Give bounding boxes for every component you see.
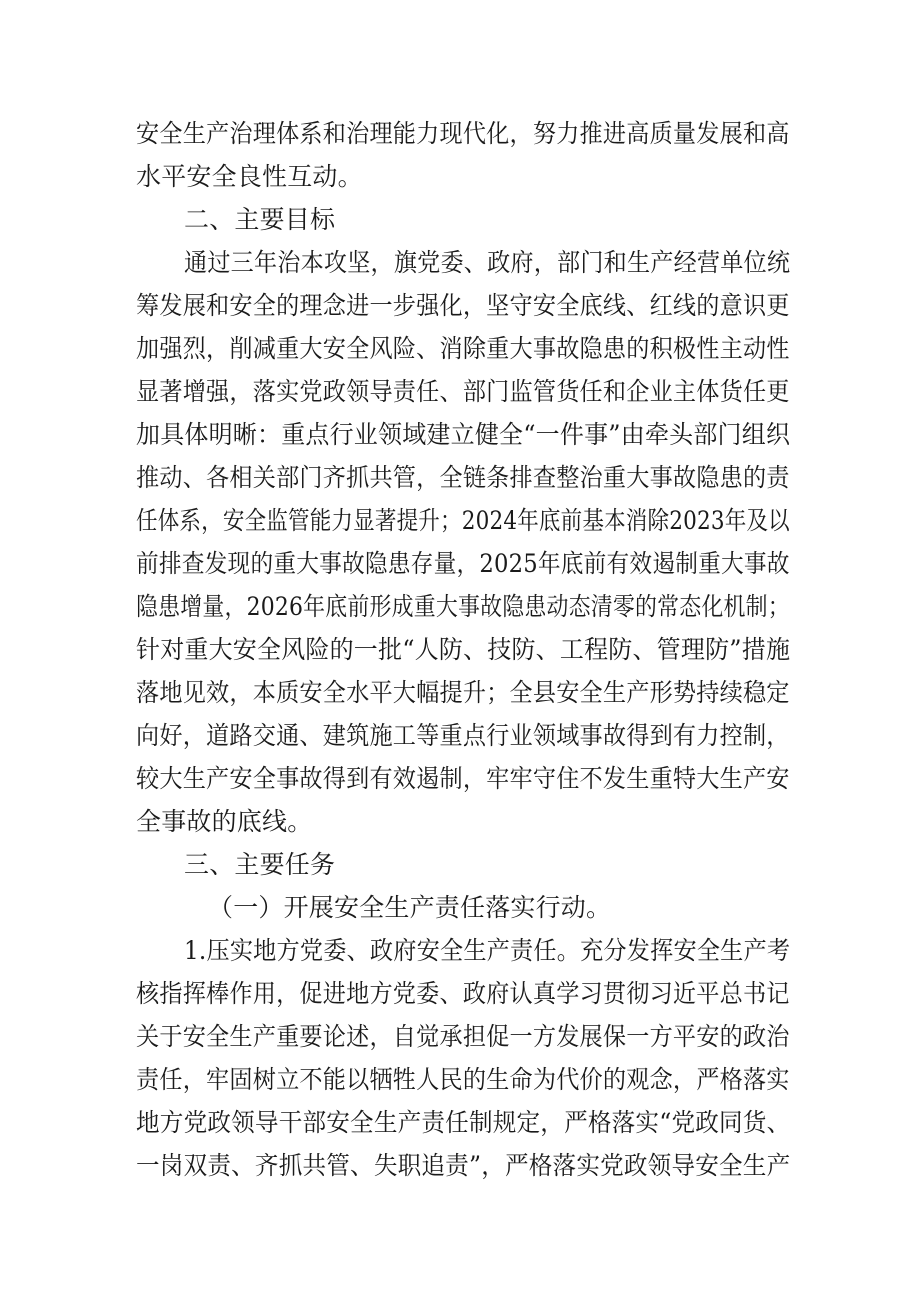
- text-line: 隐患增量，2026年底前形成重大事故隐患动态清零的常态化机制；: [136, 592, 790, 621]
- subsection-heading: （一）开展安全生产责任落实行动。: [208, 893, 612, 922]
- text-line: 通过三年治本攻坚，旗党委、政府，部门和生产经营单位统: [184, 248, 791, 277]
- section-heading: 二、主要目标: [184, 205, 336, 234]
- text-line: 推动、各相关部门齐抓共管，全链条排查整治重大事故隐患的责: [136, 463, 790, 492]
- text-line: 水平安全良性互动。: [136, 162, 363, 191]
- text-line: 较大生产安全事故得到有效遏制，牢牢守住不发生重特大生产安: [136, 764, 790, 793]
- text-line: 筹发展和安全的理念进一步强化，坚守安全底线、红线的意识更: [136, 291, 790, 320]
- text-line: 向好，道路交通、建筑施工等重点行业领域事故得到有力控制，: [136, 721, 790, 750]
- text-line: 责任，牢固树立不能以牺牲人民的生命为代价的观念，严格落实: [136, 1065, 790, 1094]
- text-line: 前排查发现的重大事故隐患存量，2025年底前有效遏制重大事故: [136, 549, 790, 578]
- text-line: 加具体明晰：重点行业领域建立健全“一件事”由牵头部门组织: [136, 420, 791, 449]
- text-line: 全事故的底线。: [136, 807, 313, 836]
- text-line: 任体系，安全监管能力显著提升；2024年底前基本消除2023年及以: [136, 506, 790, 535]
- text-line: 一岗双责、齐抓共管、失职追责”，严格落实党政领导安全生产: [136, 1151, 791, 1180]
- text-line: 1.压实地方党委、政府安全生产责任。充分发挥安全生产考: [184, 936, 791, 965]
- text-line: 关于安全生产重要论述，自觉承担促一方发展保一方平安的政治: [136, 1022, 790, 1051]
- text-line: 加强烈，削减重大安全风险、消除重大事故隐患的积极性主动性: [136, 334, 790, 363]
- text-line: 显著增强，落实党政领导责任、部门监管货任和企业主体货任更: [136, 377, 790, 406]
- text-line: 核指挥棒作用，促进地方党委、政府认真学习贯彻习近平总书记: [136, 979, 790, 1008]
- text-line: 落地见效，本质安全水平大幅提升；全县安全生产形势持续稳定: [136, 678, 790, 707]
- text-line: 针对重大安全风险的一批“人防、技防、工程防、管理防”措施: [136, 635, 791, 664]
- section-heading: 三、主要任务: [184, 850, 336, 879]
- text-line: 地方党政领导干部安全生产责任制规定，严格落实“党政同货、: [136, 1108, 791, 1137]
- text-line: 安全生产治理体系和治理能力现代化，努力推进高质量发展和高: [136, 119, 790, 148]
